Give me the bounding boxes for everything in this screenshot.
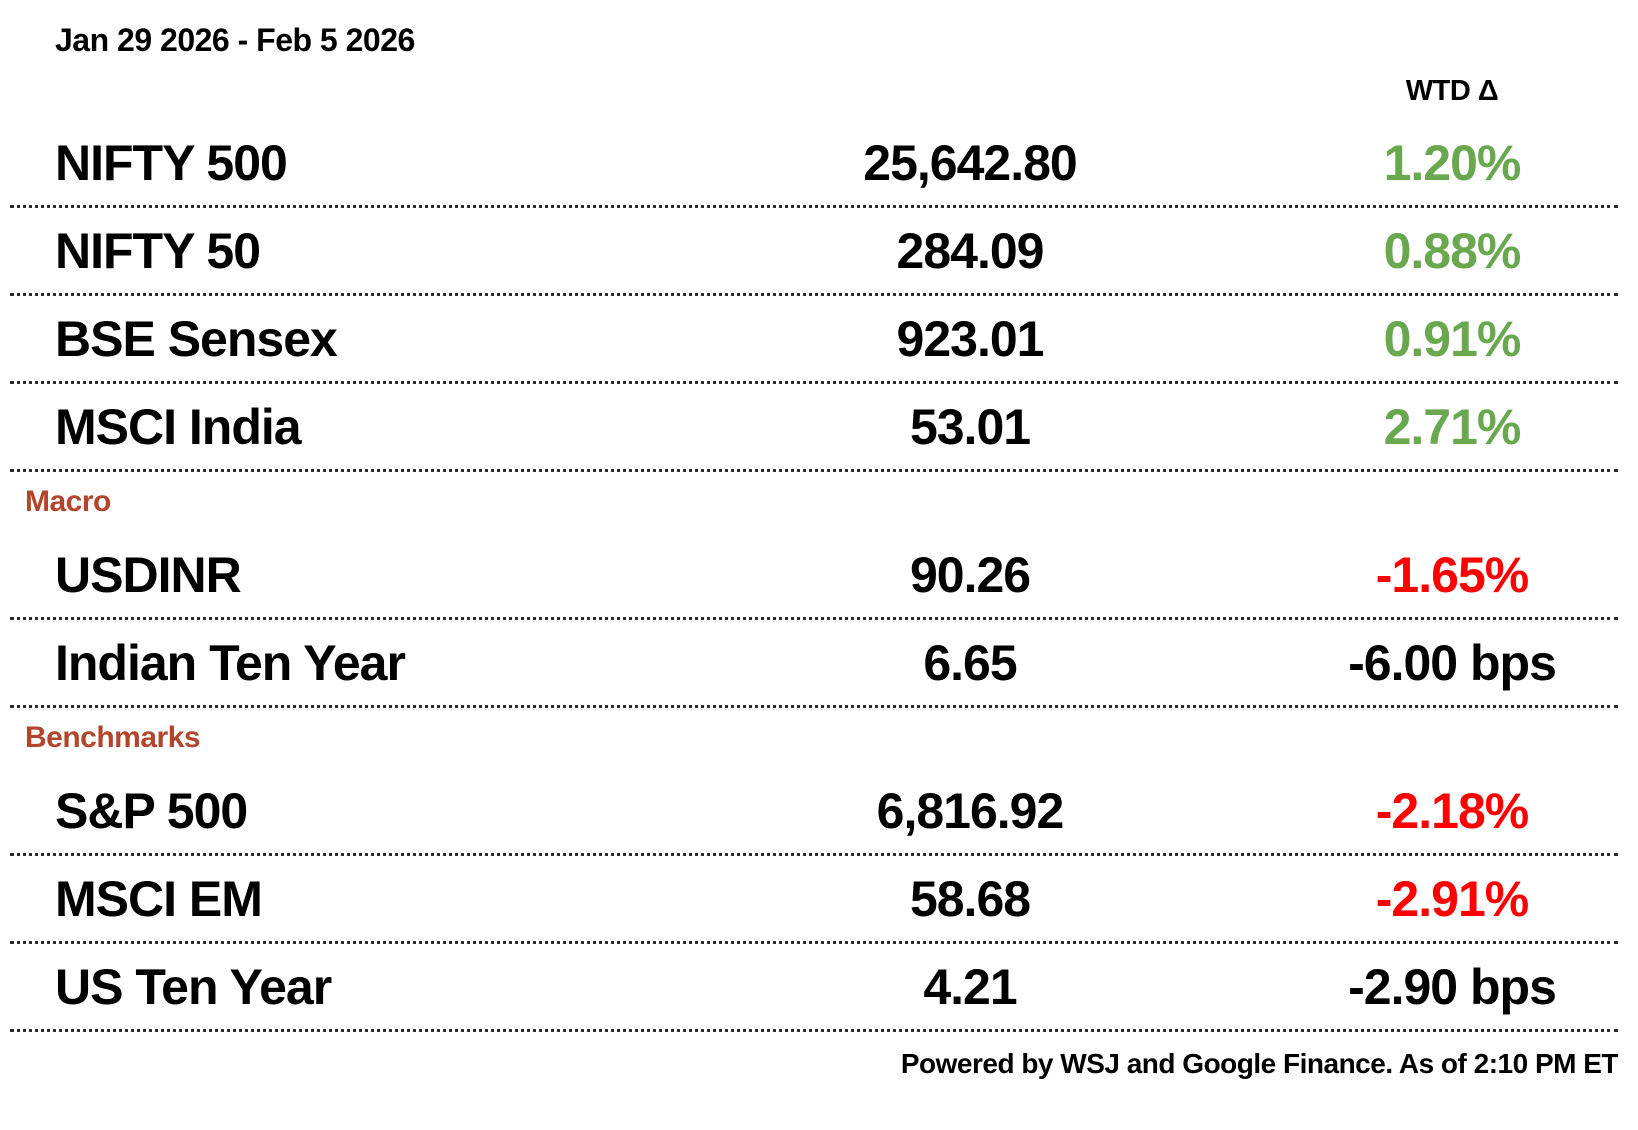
table-row [10,208,1618,296]
row-label: BSE Sensex [55,310,337,367]
row-value: 284.09 [896,222,1044,279]
table-row [10,856,1618,944]
section-header-macro [10,472,1618,532]
row-value: 6.65 [923,634,1017,691]
wtd-column-header: WTD Δ [1405,74,1499,107]
row-label: US Ten Year [55,958,332,1015]
row-value: 4.21 [923,958,1017,1015]
row-value: 25,642.80 [863,134,1077,191]
row-label: NIFTY 500 [55,134,287,191]
row-delta: 0.88% [1383,222,1521,279]
table-row [10,296,1618,384]
row-delta: -2.91% [1375,870,1529,927]
column-header-row [10,62,1618,120]
row-delta: -2.90 bps [1348,958,1556,1015]
table-row [10,768,1618,856]
row-label: USDINR [55,546,241,603]
row-delta: -1.65% [1375,546,1529,603]
table-row [10,620,1618,708]
row-delta: 1.20% [1383,134,1521,191]
row-value: 53.01 [909,398,1031,455]
row-value: 6,816.92 [876,782,1064,839]
row-delta: -6.00 bps [1348,634,1556,691]
table-row [10,532,1618,620]
row-delta: 0.91% [1383,310,1521,367]
row-label: S&P 500 [55,782,248,839]
row-delta: -2.18% [1375,782,1529,839]
row-delta: 2.71% [1383,398,1521,455]
section-header-benchmarks [10,708,1618,768]
section-title: Benchmarks [25,721,201,754]
table-row [10,384,1618,472]
table-row [10,944,1618,1032]
footer-credit: Powered by WSJ and Google Finance. As of 2:10 PM ET [900,1048,1618,1079]
table-row [10,120,1618,208]
date-range: Jan 29 2026 - Feb 5 2026 [55,22,415,58]
row-label: MSCI India [55,398,301,455]
row-label: NIFTY 50 [55,222,261,279]
row-label: MSCI EM [55,870,262,927]
row-label: Indian Ten Year [55,634,405,691]
row-value: 923.01 [896,310,1044,367]
section-title: Macro [25,485,111,518]
row-value: 90.26 [909,546,1031,603]
row-value: 58.68 [909,870,1031,927]
